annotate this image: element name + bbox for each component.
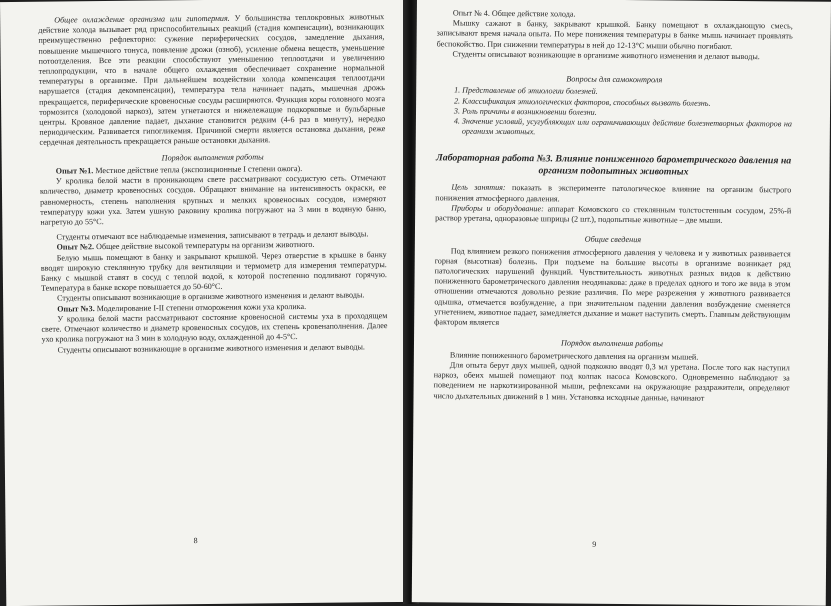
experiment-3-lead: Опыт №3. xyxy=(57,303,95,314)
page-number-left: 8 xyxy=(193,536,198,546)
left-page xyxy=(0,0,414,606)
experiment-2-text: Белую мышь помещают в банку и закрывают крышкой. Через отверстие в крышке в банку вводят широкую стеклянную трубку для вентиляции и термометр для измерения температуры. Банку с мышкой ставят в сосуд с теплой водой, к которой постепенно подливают горячую. Температура в банке вскоре повышается до 50-60°С. xyxy=(40,249,387,294)
experiment-4-note: Студенты описывают возникающие в организме животного изменения и делают выводы. xyxy=(452,49,760,61)
info-heading: Общие сведения xyxy=(584,234,642,245)
experiment-3-note: Студенты описывают возникающие в организме животного изменения и делают выводы. xyxy=(57,341,365,355)
experiment-4-title: Опыт № 4. Общее действие холода. xyxy=(452,8,576,19)
aim-lead: Цель занятия: xyxy=(451,182,506,193)
equipment-text: аппарат Комовского со стеклянным толстостенным сосудом, 25%-й раствор уретана, одноразовые шприцы (2 шт.), подопытные животные – две мыши. xyxy=(435,204,792,225)
question-item: 2. Классификация этиологических факторов, способных вызвать болезнь. xyxy=(462,96,792,109)
experiment-1-lead: Опыт №1. xyxy=(55,166,94,176)
question-item: 3. Роль причины в возникновении болезни. xyxy=(462,106,792,119)
questions-list xyxy=(436,86,792,140)
page-number-right: 9 xyxy=(592,539,597,549)
procedure-text: Для опыта берут двух мышей, одной подкожно вводят 0,3 мл уретана. После того как наступил наркоз, обеих мышей помещают под колпак насоса Комовского. Одновременно наблюдают за поведением не наркотизированной мыши, рефлексами на окружающие раздражители, определяют число дыхательных движений в 1 мин. Установка исходные данные, начинают xyxy=(433,360,790,403)
experiment-2-lead: Опыт №2. xyxy=(56,242,95,253)
info-text: Под влиянием резкого понижения атмосферного давления у человека и у животных развивается горная (высотная) болезнь. При подъеме на большие высоты в организме возникает ряд патологических нарушений функций. Чувствительность животных разных видов к действию пониженного барометрического давления неодинакова: даже в пределах одного и того же вида в этом отношении отмечаются довольно резкие различия. По мере разрежения у животного развивается одышка, отмечается возбуждение, а при значительном падении давления возбуждение сменяется угнетением, животное падает, замедляется дыхание и может наступить смерть. Главным действующим фактором является xyxy=(434,246,791,328)
questions-heading: Вопросы для самоконтроля xyxy=(566,74,663,85)
experiment-1-title-text: Местное действие тепла (экспозиционные I степени ожога). xyxy=(93,164,303,176)
lab-title: Лабораторная работа №3. Влияние пониженного барометрического давления на организм подопытных животных xyxy=(435,152,792,179)
right-page xyxy=(412,0,831,606)
experiment-1-text: У кролика белой масти в проникающем свете рассматривают сосудистую сеть. Отмечают количество, диаметр кровеносных сосудов. Обращают внимание на интенсивность окраски, ее равномерность, степень наполнения крупных и мелких кровеносных сосудов, измеряют температуру кожи уха. Затем ушную раковину кролика погружают на 3 мин в водяную баню, нагретую до 55°С. xyxy=(39,173,387,227)
procedure-heading-right: Порядок выполнения работы xyxy=(560,338,664,349)
experiment-1-note: Студенты отмечают все наблюдаемые изменения, записывают в тетрадь и делают выводы. xyxy=(56,229,369,242)
question-item: 4. Значение условий, усугубляющих или ограничивающих действие болезнетворных факторов на организм животных. xyxy=(462,117,792,140)
experiment-2-note: Студенты описывают возникающие в организме животного изменения и делают выводы. xyxy=(57,290,365,304)
procedure-heading-left: Порядок выполнения работы xyxy=(161,152,264,163)
intro-text: У большинства теплокровных животных действие холода вызывает ряд приспособительных реакций (стадия компенсации), возникающих преимущественно рефлекторно: сужение периферических сосудов, замедление дыхания, повышение мышечного тонуса, появление дрожи (озноб), усиление обмена веществ, уменьшение потоотделения. Все эти реакции способствуют уменьшению теплоотдачи и увеличению теплопродукции, что в начале общего охлаждения обеспечивает сохранение нормальной температуры в организме. При дальнейшем воздействии холода компенсация теплоотдачи нарушается (стадия декомпенсации), температура тела начинает падать, мышечная дрожь прекращается, периферические кровеносные сосуды расширяются. Функция коры головного мозга тормозится (холодовой наркоз), затем угнетаются и нижележащие подкорковые и бульбарные центры. Кровяное давление падает, дыхание становится редким (4-6 раз в минуту), нередко периодическим. Развивается гипогликемия. Причиной смерти является остановка дыхания, реже сердечная деятельность прекращается раньше остановки дыхания. xyxy=(38,12,386,148)
intro-paragraph xyxy=(38,12,385,148)
intro-lead: Общее охлаждение организма или гипотермия. xyxy=(54,13,230,25)
aim-text: показать в эксперименте патологическое влияние на организм быстрого понижения атмосферного давления. xyxy=(435,183,792,204)
equipment-paragraph xyxy=(435,203,791,227)
equipment-lead: Приборы и оборудование: xyxy=(451,203,544,214)
experiment-3-text: У кролика белой масти рассматривают состояние кровеносной системы уха в проходящем свете. Отмечают количество и диаметр кровеносных сосудов, их степень кровенаполнения. Далее ухо кролика погружают на 3 мин в холодную воду, охлажденной до 4-5°С. xyxy=(41,310,388,345)
experiment-2-title-text: Общее действие высокой температуры на организм животного. xyxy=(94,240,315,252)
experiment-3-title-text: Моделирование I-II степени отморожения кожи уха кролика. xyxy=(94,301,307,313)
experiment-4-text: Мышку сажают в банку, закрывают крышкой. Банку помещают в охлаждающую смесь, записывают время начала опыта. По мере понижения температуры в банке мышь начинает проявлять беспокойство. При снижении температуры в ней до 12-13°С мыши обычно погибают. xyxy=(436,18,793,51)
procedure-intro: Влияние пониженного барометрического давления на организм мышей. xyxy=(449,350,699,362)
question-item: 1. Представление об этиологии болезней. xyxy=(462,86,792,99)
